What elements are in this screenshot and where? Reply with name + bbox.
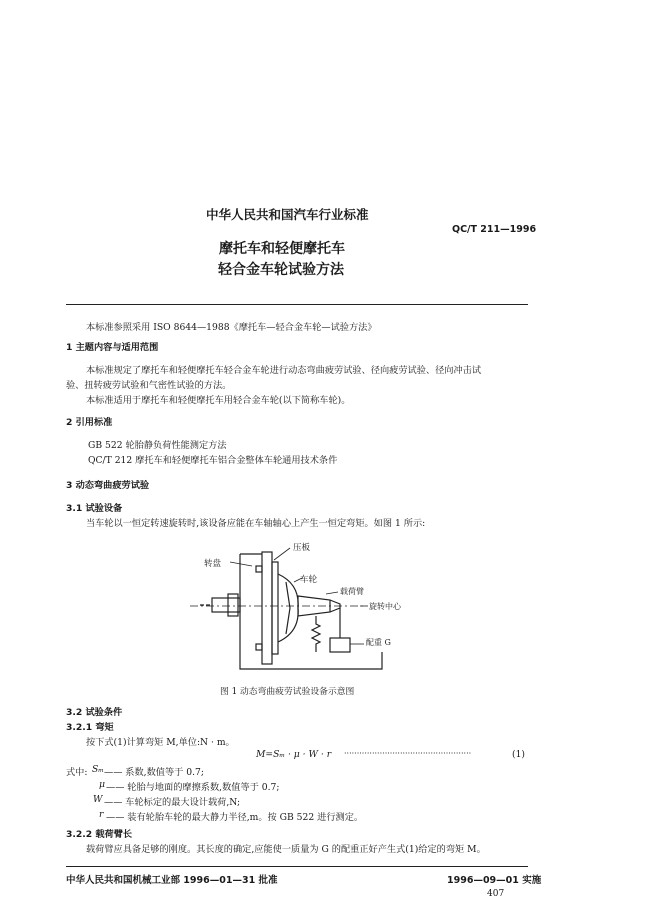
where-prefix: 式中: [66, 767, 88, 778]
variable-sm-symbol: Sₘ [92, 764, 104, 775]
spring [312, 616, 320, 652]
figure-label-turntable: 转盘 [204, 559, 222, 569]
figure-label-counterweight: 配重 G [366, 638, 391, 647]
footer-divider [66, 866, 528, 867]
section-3-2-2-heading: 3.2.2 载荷臂长 [66, 829, 133, 840]
turntable [262, 552, 272, 664]
section-3-heading: 3 动态弯曲疲劳试验 [66, 480, 150, 491]
section-3-2-2-text: 载荷臂应具备足够的刚度。其长度的确定,应能使一质量为 G 的配重正好产生式(1)给定的弯矩 M。 [86, 844, 486, 855]
variable-mu-symbol: μ [99, 779, 105, 790]
issuing-body: 中华人民共和国汽车行业标准 [206, 207, 369, 222]
variable-w-description: —— 车轮标定的最大设计载荷,N; [104, 797, 241, 808]
variable-w-symbol: W [93, 794, 103, 805]
wheel-section [278, 574, 298, 642]
variable-mu-description: —— 轮胎与地面的摩擦系数,数值等于 0.7; [106, 782, 280, 793]
test-rig-frame [240, 554, 382, 669]
reference-qct212: QC/T 212 摩托车和轻便摩托车铝合金整体车轮通用技术条件 [88, 455, 338, 466]
press-plate [272, 562, 278, 654]
counterweight [330, 638, 350, 652]
section-2-heading: 2 引用标准 [66, 417, 113, 428]
approval-line: 中华人民共和国机械工业部 1996—01—31 批准 [66, 875, 278, 886]
document-title-line1: 摩托车和轻便摩托车 [219, 241, 345, 257]
title-divider [66, 304, 528, 305]
section-1-heading: 1 主题内容与适用范围 [66, 342, 159, 353]
section-3-2-heading: 3.2 试验条件 [66, 707, 123, 718]
figure-label-press-plate: 压板 [293, 543, 311, 553]
figure-label-wheel: 车轮 [300, 575, 318, 585]
formula-1: M=Sₘ · μ · W · r [256, 749, 332, 760]
document-title-line2: 轻合金车轮试验方法 [218, 262, 344, 278]
section-1-para1-line2: 验、扭转疲劳试验和气密性试验的方法。 [66, 380, 232, 391]
variable-r-symbol: r [99, 809, 104, 820]
reference-gb522: GB 522 轮胎静负荷性能测定方法 [88, 440, 227, 451]
figure-1-caption: 图 1 动态弯曲疲劳试验设备示意图 [220, 687, 355, 697]
section-3-1-text: 当车轮以一恒定转速旋转时,该设备应能在车轴轴心上产生一恒定弯矩。如图 1 所示: [86, 518, 426, 529]
figure-label-load-arm: 载荷臂 [340, 587, 364, 596]
figure-label-rotation-center: 旋转中心 [369, 602, 401, 611]
section-1-para2: 本标准适用于摩托车和轻便摩托车用轻合金车轮(以下简称车轮)。 [86, 395, 351, 406]
section-1-para1-line1: 本标准规定了摩托车和轻便摩托车轻合金车轮进行动态弯曲疲劳试验、径向疲劳试验、径向冲击试 [86, 365, 482, 376]
section-3-2-1-heading: 3.2.1 弯矩 [66, 722, 114, 733]
implementation-date: 1996—09—01 实施 [447, 875, 542, 886]
formula-leader-dots: ·················································· [344, 749, 472, 758]
intro-paragraph: 本标准参照采用 ISO 8644—1988《摩托车—轻合金车轮—试验方法》 [86, 322, 377, 333]
variable-r-description: —— 装有轮胎车轮的最大静力半径,m。按 GB 522 进行测定。 [106, 812, 364, 823]
page-number: 407 [487, 889, 505, 899]
section-3-1-heading: 3.1 试验设备 [66, 503, 123, 514]
formula-number: (1) [512, 749, 526, 760]
section-3-2-1-text: 按下式(1)计算弯矩 M,单位:N · m。 [86, 737, 235, 748]
standard-number: QC/T 211—1996 [452, 224, 537, 235]
variable-sm-description: —— 系数,数值等于 0.7; [104, 767, 204, 778]
